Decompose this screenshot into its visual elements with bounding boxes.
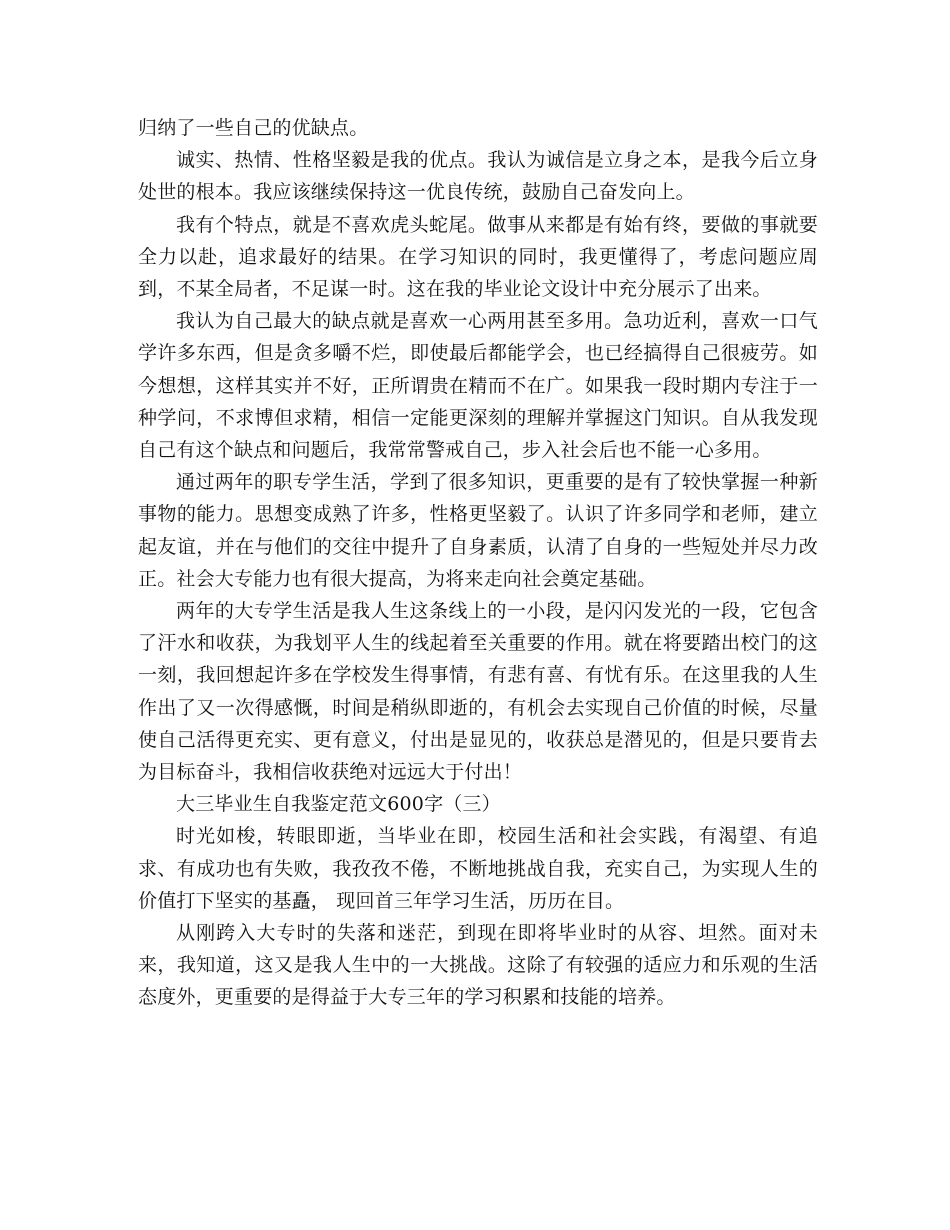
paragraph-time-flies: 时光如梭，转眼即逝，当毕业在即，校园生活和社会实践，有渴望、有追求、有成功也有失败，我孜孜不倦，不断地挑战自我，充实自己，为实现人生的价值打下坚实的基矗， 现回首三年学习生活，历历在目。 [138, 825, 818, 912]
paragraph-trait: 我有个特点，就是不喜欢虎头蛇尾。做事从来都是有始有终，要做的事就要全力以赴，追求最好的结果。在学习知识的同时，我更懂得了，考虑问题应周到，不某全局者，不足谋一时。这在我的毕业论文设计中充分展示了出来。 [138, 213, 818, 301]
document-body [138, 112, 818, 1014]
paragraph-weakness: 我认为自己最大的缺点就是喜欢一心两用甚至多用。急功近利，喜欢一口气学许多东西，但是贪多嚼不烂，即使最后都能学会，也已经搞得自己很疲劳。如今想想，这样其实并不好，正所谓贵在精而不在广。如果我一段时期内专注于一种学问，不求博但求精，相信一定能更深刻的理解并掌握这门知识。自从我发现自己有这个缺点和问题后，我常常警戒自己，步入社会后也不能一心多用。 [138, 310, 818, 462]
section-heading: 大三毕业生自我鉴定范文600字（三） [176, 793, 501, 816]
paragraph-future: 从刚跨入大专时的失落和迷茫，到现在即将毕业时的从容、坦然。面对未来，我知道，这又是我人生中的一大挑战。这除了有较强的适应力和乐观的生活态度外，更重要的是得益于大专三年的学习积累和技能的培养。 [138, 922, 818, 1009]
paragraph-two-years: 通过两年的职专学生活，学到了很多知识，更重要的是有了较快掌握一种新事物的能力。思想变成熟了许多，性格更坚毅了。认识了许多同学和老师，建立起友谊，并在与他们的交往中提升了自身素质，认清了自身的一些短处并尽力改正。社会大专能力也有很大提高，为将来走向社会奠定基础。 [138, 471, 818, 590]
paragraph-strengths: 诚实、热情、性格坚毅是我的优点。我认为诚信是立身之本，是我今后立身处世的根本。我应该继续保持这一优良传统，鼓励自己奋发向上。 [138, 149, 818, 204]
paragraph-college-life: 两年的大专学生活是我人生这条线上的一小段，是闪闪发光的一段，它包含了汗水和收获，为我划平人生的线起着至关重要的作用。就在将要踏出校门的这一刻，我回想起许多在学校发生得事情，有悲有喜、有忧有乐。在这里我的人生作出了又一次得感慨，时间是稍纵即逝的，有机会去实现自己价值的时候，尽量使自己活得更充实、更有意义，付出是显见的，收获总是潜见的，但是只要肯去为目标奋斗，我相信收获绝对远远大于付出！ [138, 600, 818, 784]
paragraph-continuation: 归纳了一些自己的优缺点。 [138, 117, 369, 139]
